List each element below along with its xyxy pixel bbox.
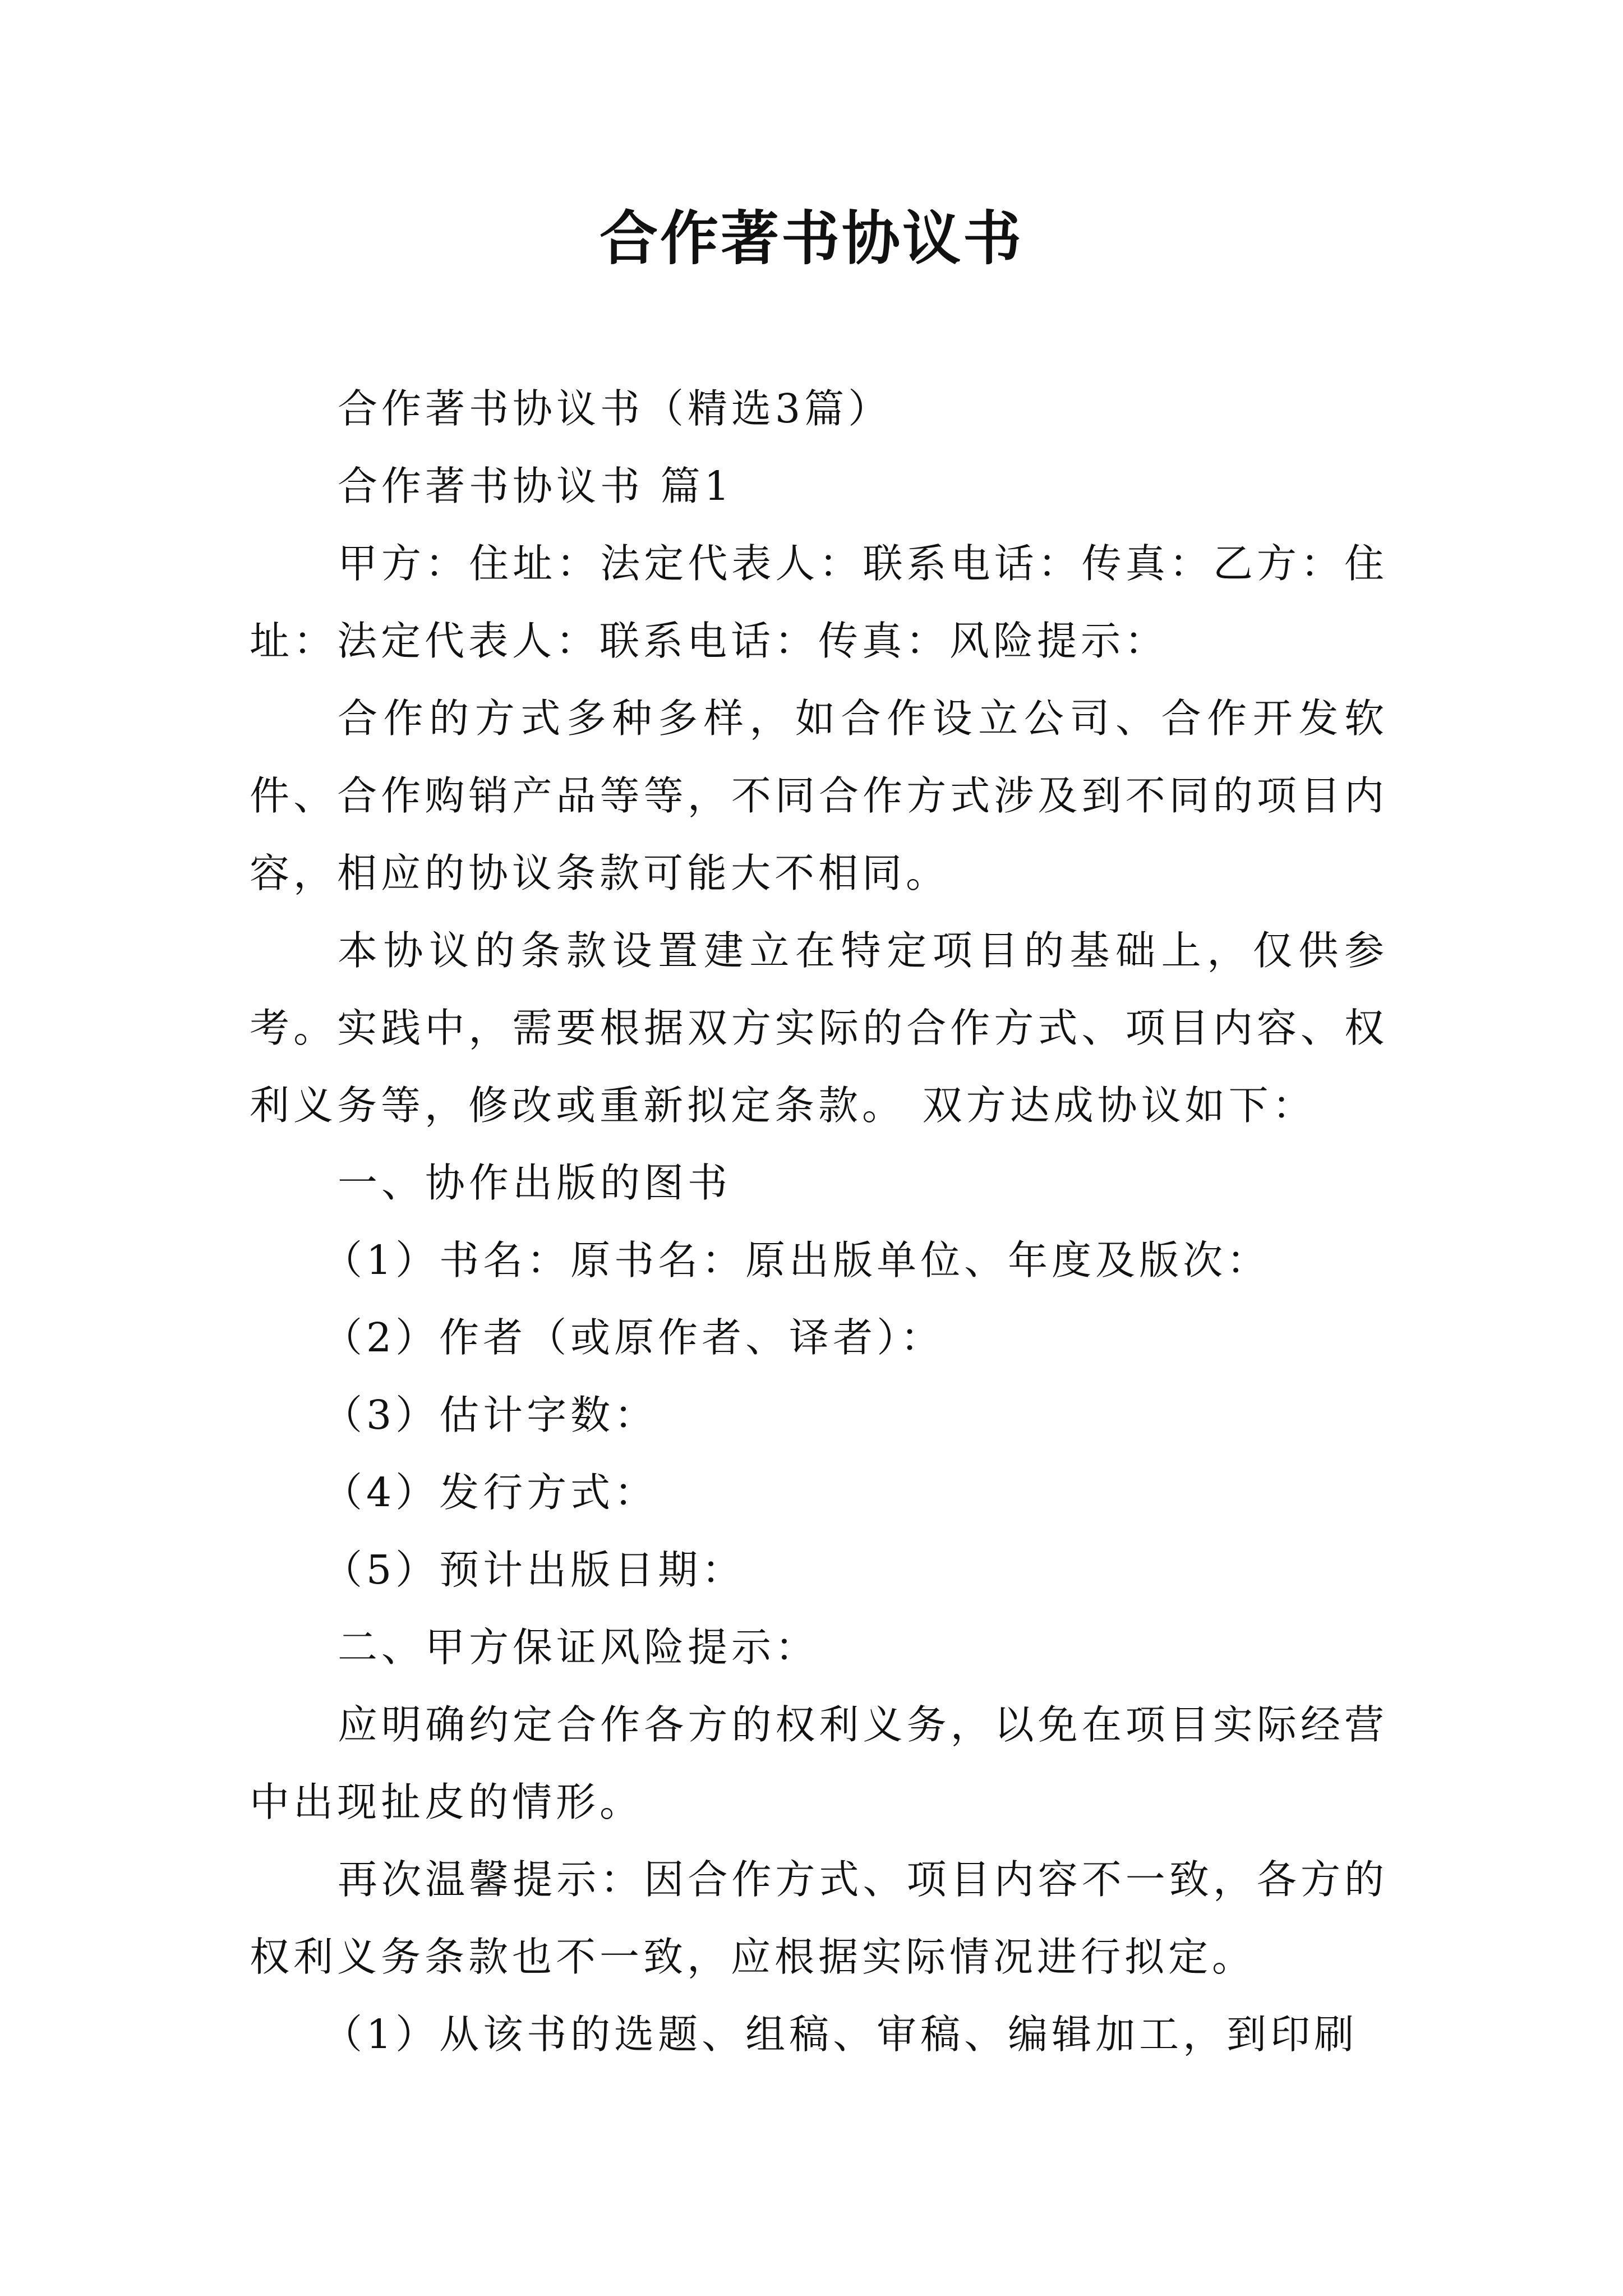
paragraph-cooperation-modes: 合作的方式多种多样，如合作设立公司、合作开发软件、合作购销产品等等，不同合作方式涉及到不同的项目内容，相应的协议条款可能大不相同。: [250, 695, 1388, 896]
paragraph-parties: 甲方：住址：法定代表人：联系电话：传真：乙方：住址：法定代表人：联系电话：传真：风险提示：: [250, 540, 1388, 664]
document-body: [250, 370, 1388, 2073]
list-item-word-count: （3）估计字数：: [322, 1392, 658, 1438]
list-item-book-name: （1）书名：原书名：原出版单位、年度及版次：: [322, 1237, 1271, 1283]
list-item-publish-date: （5）预计出版日期：: [322, 1547, 746, 1593]
list-item-author: （2）作者（或原作者、译者）：: [322, 1314, 944, 1361]
paragraph-reference-note: 本协议的条款设置建立在特定项目的基础上，仅供参考。实践中，需要根据双方实际的合作方式、项目内容、权利义务等，修改或重新拟定条款。 双方达成协议如下：: [250, 927, 1388, 1129]
paragraph-clause-one-heading: 一、协作出版的图书: [338, 1159, 732, 1206]
paragraph-section-heading: 合作著书协议书 篇1: [338, 463, 734, 509]
paragraph-subtitle: 合作著书协议书（精选3篇）: [338, 385, 892, 432]
list-item-editorial-process: （1）从该书的选题、组稿、审稿、编辑加工，到印刷: [322, 2011, 1358, 2058]
paragraph-reminder: 再次温馨提示：因合作方式、项目内容不一致，各方的权利义务条款也不一致，应根据实际情况进行拟定。: [250, 1856, 1388, 1980]
paragraph-clause-two-heading: 二、甲方保证风险提示：: [338, 1624, 819, 1671]
list-item-distribution: （4）发行方式：: [322, 1469, 658, 1516]
paragraph-rights-obligations: 应明确约定合作各方的权利义务，以免在项目实际经营中出现扯皮的情形。: [250, 1701, 1388, 1825]
document-title: 合作著书协议书: [599, 204, 1023, 273]
